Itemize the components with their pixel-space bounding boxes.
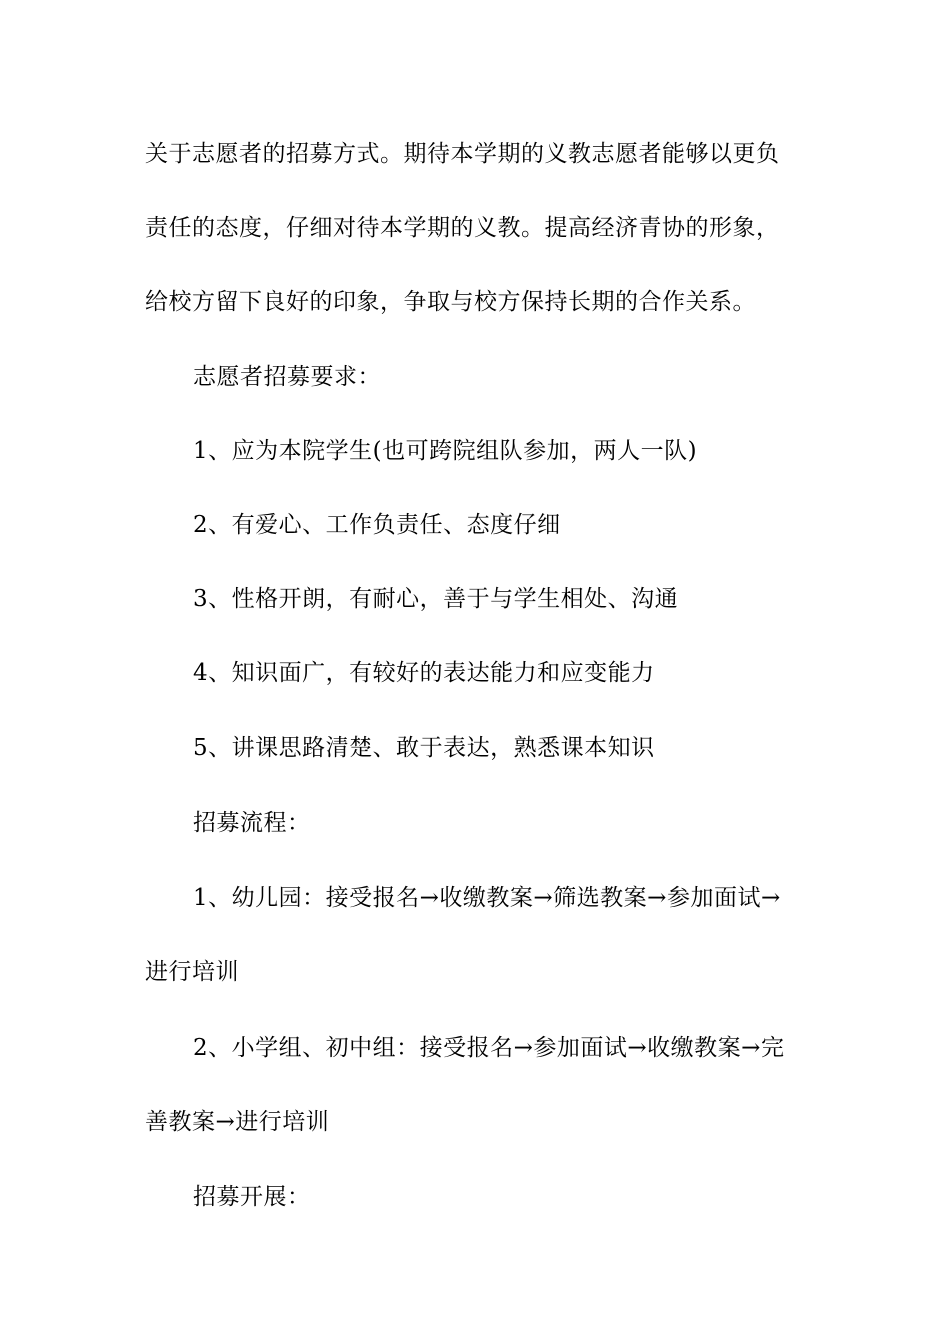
requirement-item: 3、性格开朗，有耐心，善于与学生相处、沟通 xyxy=(193,586,679,612)
requirement-item: 1、应为本院学生(也可跨院组队参加，两人一队) xyxy=(193,438,698,464)
process-item-line: 进行培训 xyxy=(145,959,239,985)
paragraph-line: 给校方留下良好的印象，争取与校方保持长期的合作关系。 xyxy=(145,289,756,315)
paragraph-line: 责任的态度，仔细对待本学期的义教。提高经济青协的形象， xyxy=(145,215,780,241)
requirement-item: 5、讲课思路清楚、敢于表达，熟悉课本知识 xyxy=(193,735,655,761)
launch-heading: 招募开展： xyxy=(193,1184,311,1210)
requirement-item: 2、有爱心、工作负责任、态度仔细 xyxy=(193,512,561,538)
process-item-line: 1、幼儿园：接受报名→收缴教案→筛选教案→参加面试→ xyxy=(193,885,781,911)
paragraph-line: 关于志愿者的招募方式。期待本学期的义教志愿者能够以更负 xyxy=(145,141,780,167)
requirements-heading: 志愿者招募要求： xyxy=(193,364,381,390)
requirement-item: 4、知识面广，有较好的表达能力和应变能力 xyxy=(193,660,655,686)
process-item-line: 2、小学组、初中组：接受报名→参加面试→收缴教案→完 xyxy=(193,1035,785,1061)
process-item-line: 善教案→进行培训 xyxy=(145,1109,330,1135)
process-heading: 招募流程： xyxy=(193,810,311,836)
